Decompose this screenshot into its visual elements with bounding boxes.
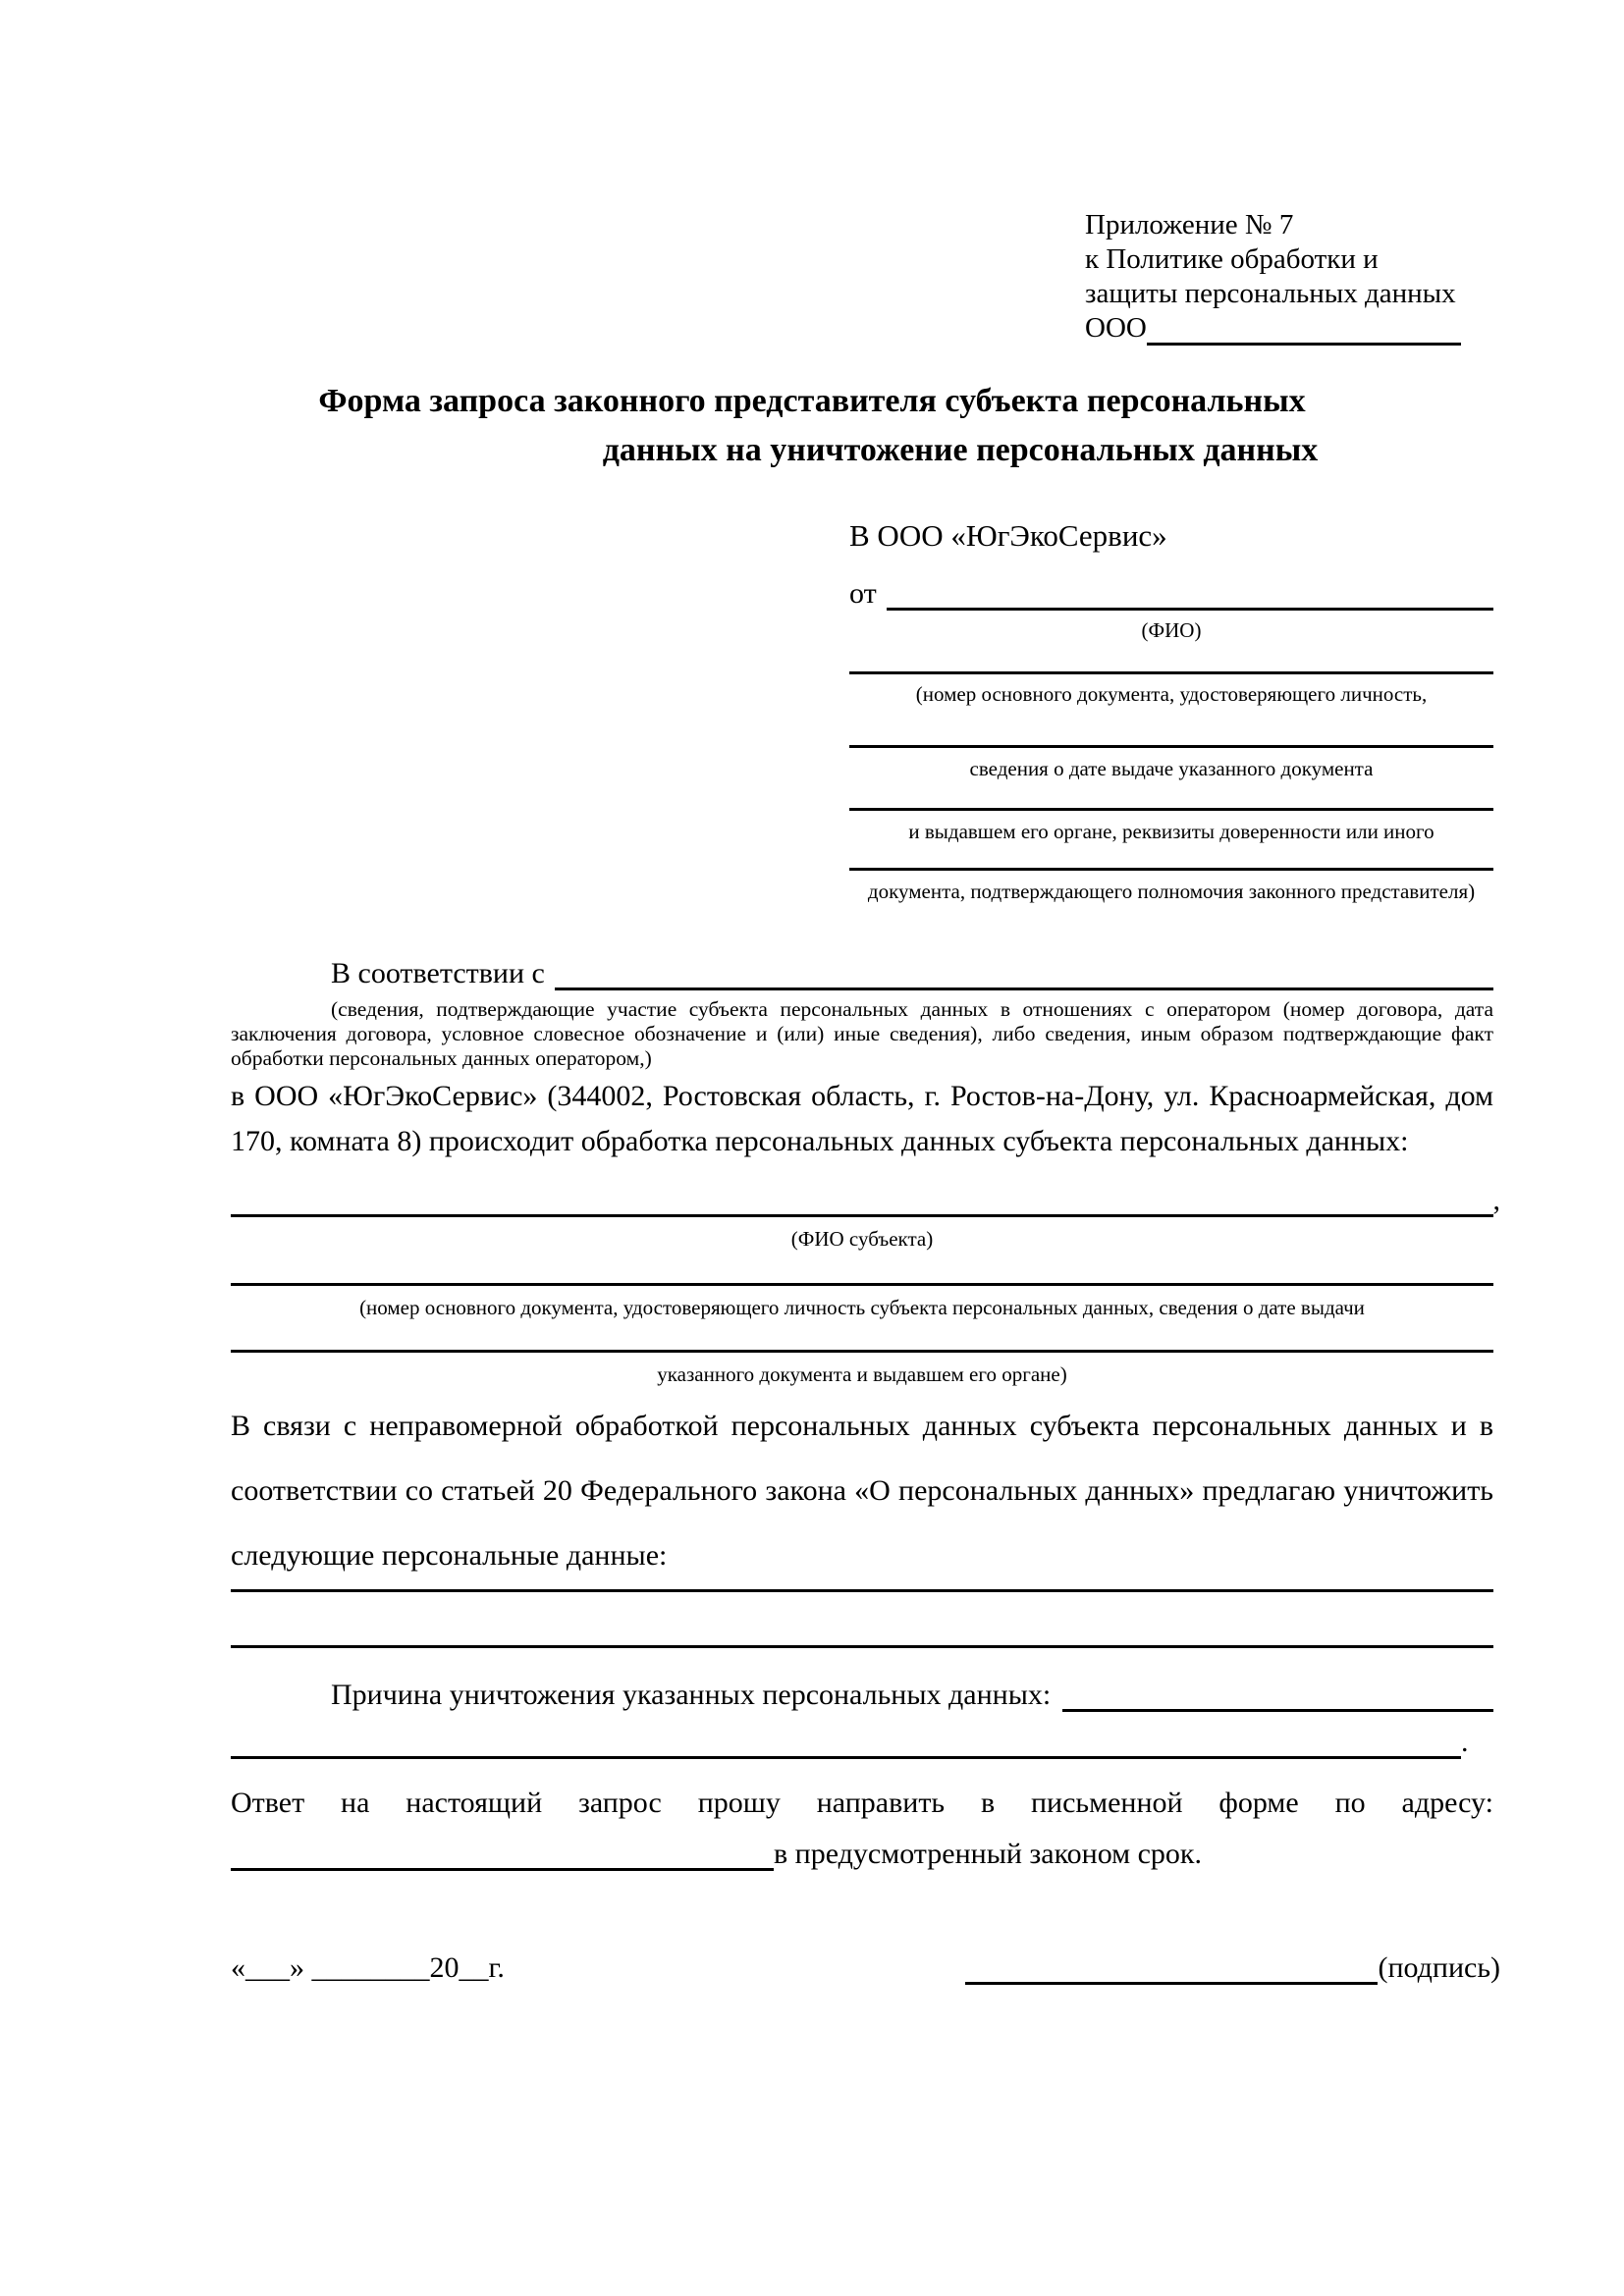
reason-blank-line	[1062, 1677, 1493, 1712]
operator-paragraph: в ООО «ЮгЭкоСервис» (344002, Ростовская область, г. Ростов-на-Дону, ул. Красноармейская, дом 170, комната 8) происходит обработка персональных данных субъекта персональных данных:	[231, 1080, 1493, 1157]
unlawful-paragraph: В связи с неправомерной обработкой персональных данных субъекта персональных данных и в соответствии со статьей 20 Федерального закона «О персональных данных» предлагаю уничтожить следующие персональные данные:	[231, 1410, 1493, 1572]
signature-blank-line	[965, 1951, 1378, 1985]
accordance-note: (сведения, подтверждающие участие субъекта персональных данных в отношениях с оператором (номер договора, дата заключения договора, условное словесное обозначение и (или) иные сведения), либо сведения, иным образом подтверждающие факт обработки персональных данных оператором,)	[231, 997, 1493, 1070]
signature-group	[965, 1951, 1500, 1985]
signature-caption: (подпись)	[1378, 1951, 1500, 1984]
form-title-line1: Форма запроса законного представителя субъекта персональных	[318, 383, 1306, 419]
addressee-to: В ООО «ЮгЭкоСервис»	[849, 518, 1167, 553]
subject-doc-blank-line-2	[231, 1325, 1493, 1353]
accordance-blank-line	[555, 957, 1493, 990]
destroy-data-blank-line-1	[231, 1565, 1493, 1592]
reason-period: .	[1461, 1726, 1469, 1758]
representative-doc-caption-2: сведения о дате выдаче указанного документа	[969, 757, 1374, 780]
from-blank-line	[887, 581, 1493, 611]
answer-tail-text: в предусмотренный законом срок.	[774, 1838, 1202, 1870]
reason-continuation-row	[231, 1726, 1500, 1759]
header-note-line-3: защиты персональных данных	[1085, 278, 1456, 309]
subject-fio-blank-line	[231, 1188, 1493, 1217]
from-row	[849, 577, 1493, 611]
header-note-line-1: Приложение № 7	[1085, 209, 1294, 240]
answer-address-row	[231, 1840, 1493, 1871]
reason-label: Причина уничтожения указанных персональных данных:	[331, 1679, 1052, 1711]
date-line: «___» ________20__г.	[231, 1951, 505, 1984]
representative-doc-caption-4: документа, подтверждающего полномочия законного представителя)	[867, 880, 1476, 903]
accordance-row	[231, 957, 1493, 990]
header-note-line-2: к Политике обработки и	[1085, 243, 1379, 275]
representative-doc-caption-1: (номер основного документа, удостоверяющего личность,	[915, 682, 1428, 706]
header-note	[1085, 208, 1517, 346]
subject-doc-blank-line-1	[231, 1258, 1493, 1286]
representative-doc-blank-line-2	[849, 721, 1493, 748]
fio-caption: (ФИО)	[1141, 618, 1202, 642]
reason-continuation-blank-line	[231, 1730, 1461, 1759]
from-label: от	[849, 577, 877, 610]
subject-comma: ,	[1492, 1184, 1500, 1216]
header-ooo-label: ООО	[1085, 312, 1147, 344]
accordance-label: В соответствии с	[331, 957, 545, 989]
header-ooo-line	[1085, 311, 1517, 346]
reason-row	[231, 1677, 1493, 1712]
header-ooo-blank-line	[1147, 311, 1461, 346]
representative-doc-caption-3: и выдавшем его органе, реквизиты доверенности или иного	[908, 820, 1435, 843]
subject-fio-caption: (ФИО субъекта)	[790, 1227, 934, 1251]
footer-row	[231, 1951, 1500, 1985]
subject-doc-caption-2: указанного документа и выдавшем его органе)	[657, 1362, 1067, 1386]
subject-fio-row	[231, 1184, 1500, 1217]
answer-address-blank-line	[231, 1840, 774, 1871]
representative-doc-blank-line-3	[849, 783, 1493, 811]
representative-doc-blank-line-1	[849, 647, 1493, 674]
answer-paragraph: Ответ на настоящий запрос прошу направить в письменной форме по адресу:	[231, 1787, 1493, 1819]
representative-doc-blank-line-4	[849, 843, 1493, 871]
destroy-data-blank-line-2	[231, 1621, 1493, 1648]
subject-doc-caption-1: (номер основного документа, удостоверяющего личность субъекта персональных данных, сведения о дате выдачи	[359, 1296, 1365, 1319]
form-title-line2: данных на уничтожение персональных данных	[602, 432, 1319, 468]
